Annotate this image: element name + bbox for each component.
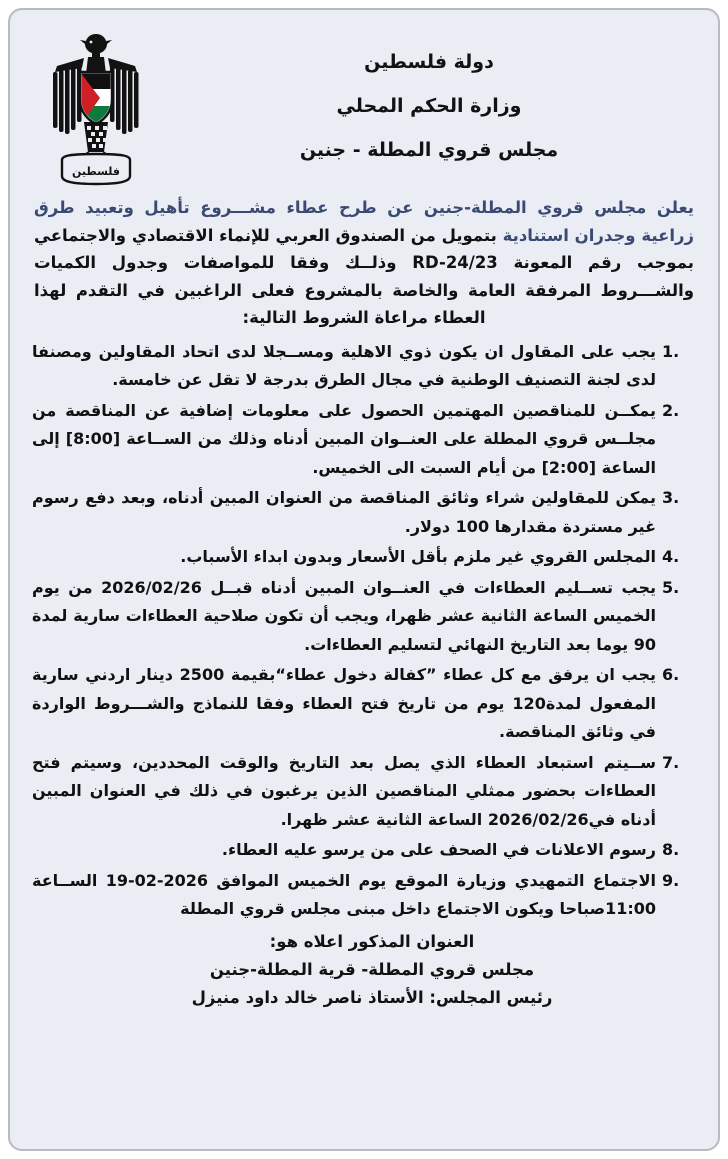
term-text: يمكــن للمناقصين المهتمين الحصول على معلومات إضافية عن المناقصة من مجلــس قروي المطلة على العنــوان المبين أدناه وذلك من الســاعة [8:00] إلى الساعة [2:00] من أيام السبت الى الخميس. xyxy=(32,400,657,477)
term-number: 6. xyxy=(662,665,680,684)
term-number: 3. xyxy=(662,488,680,507)
term-item xyxy=(32,574,696,660)
intro-paragraph xyxy=(32,194,696,332)
intro-accent-text: يعلن مجلس قروي المطلة-جنين عن طرح عطاء مشـــروع تأهيل وتعبيد طرق زراعية وجدران استنادية xyxy=(34,198,694,245)
term-item xyxy=(32,397,696,483)
address-label: العنوان المذكور اعلاه هو: xyxy=(269,931,475,951)
svg-text:فلسطين: فلسطين xyxy=(72,165,120,178)
term-number: 8. xyxy=(662,840,680,859)
document-footer xyxy=(32,928,696,1012)
term-text: الاجتماع التمهيدي وزيارة الموقع يوم الخميس الموافق 2026-02-19 الســاعة 11:00صباحا ويكون الاجتماع داخل مبنى مجلس قروي المطلة xyxy=(32,870,656,918)
term-number: 7. xyxy=(662,752,680,772)
header-title-block xyxy=(162,40,696,172)
term-text: رسوم الاعلانات في الصحف على من يرسو عليه العطاء. xyxy=(221,840,656,859)
term-text: ســيتم استبعاد العطاء الذي يصل بعد التاريخ والوقت المحددين، وسيتم فتح العطاءات بحضور ممثلي المناقصين الذين يرغبون في ذلك في العنوان المبين أدناه في2026/02/26 الساعة الثانية عشر ظهرا. xyxy=(32,752,656,829)
term-number: 4. xyxy=(662,547,680,566)
term-number: 9. xyxy=(662,870,680,890)
term-item xyxy=(32,867,696,924)
state-title: دولة فلسطين xyxy=(364,51,494,73)
term-text: يمكن للمقاولين شراء وثائق المناقصة من العنوان المبين أدناه، وبعد دفع رسوم غير مستردة مقدارها 100 دولار. xyxy=(32,488,656,536)
term-text: يجب تســليم العطاءات في العنــوان المبين أدناه قبــل 2026/02/26 من يوم الخميس الساعة الثانية عشر ظهرا، ويجب أن تكون صلاحية العطاءات سارية لمدة 90 يوما بعد التاريخ النهائي لتسليم العطاءات. xyxy=(32,577,656,654)
term-item xyxy=(32,543,696,572)
document-header xyxy=(32,26,696,194)
term-item xyxy=(32,749,696,835)
term-text: يجب ان يرفق مع كل عطاء ”كفالة دخول عطاء“بقيمة 2500 دينار اردني سارية المفعول لمدة120 يوم من تاريخ فتح العطاء وفقا للنماذج والشـــروط الواردة في وثائق المناقصة. xyxy=(32,665,657,741)
address-value: مجلس قروي المطلة- قرية المطلة-جنين xyxy=(209,959,535,979)
tender-announcement-card xyxy=(8,8,720,1151)
term-number: 1. xyxy=(662,341,680,361)
palestine-eagle-emblem-icon xyxy=(44,28,148,190)
ministry-title: وزارة الحكم المحلي xyxy=(336,95,522,117)
chairman-line: رئيس المجلس: الأستاذ ناصر خالد داود منيزل xyxy=(191,987,553,1007)
term-item xyxy=(32,836,696,865)
term-text: يجب على المقاول ان يكون ذوي الاهلية ومســجلا لدى اتحاد المقاولين ومصنفا لدى لجنة التصنيف الوطنية في مجال الطرق بدرجة لا تقل عن خامسة. xyxy=(32,341,656,389)
term-item xyxy=(32,484,696,541)
term-item xyxy=(32,661,696,747)
term-text: المجلس القروي غير ملزم بأقل الأسعار وبدون ابداء الأسباب. xyxy=(180,547,656,566)
council-title: مجلس قروي المطلة - جنين xyxy=(299,139,559,161)
intro-rest-text: بتمويل من الصندوق العربي للإنماء الاقتصادي والاجتماعي بموجب رقم المعونة 23/RD-24 وذلــك وفقا للمواصفات وجدول الكميات والشـــروط المرفقة العامة والخاصة بالمشروع فعلى الراغبين في التقدم لهذا العطاء مراعاة الشروط التالية: xyxy=(34,225,694,327)
term-number: 5. xyxy=(662,577,680,597)
term-number: 2. xyxy=(662,400,680,420)
terms-list xyxy=(32,338,696,924)
term-item xyxy=(32,338,696,395)
